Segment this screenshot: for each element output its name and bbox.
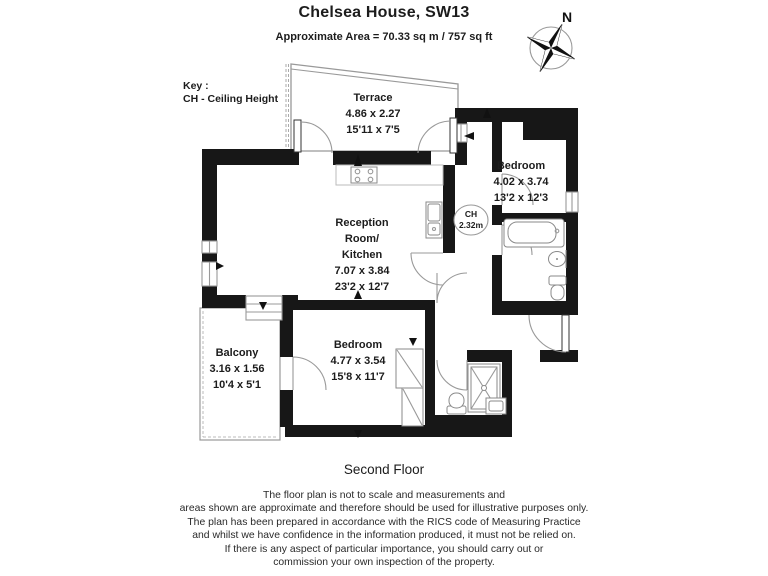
disclaimer-line: and whilst we have confidence in the information produced, it must not be relied on. <box>192 530 576 542</box>
room-label-reception <box>334 217 390 293</box>
disclaimer-line: The floor plan is not to scale and measurements and <box>262 490 505 501</box>
svg-text:4.77 x 3.54: 4.77 x 3.54 <box>330 355 386 367</box>
hob-icon <box>351 167 377 183</box>
disclaimer-line: If there is any aspect of particular importance, you should carry out or <box>224 543 544 555</box>
svg-text:Room/: Room/ <box>344 233 380 245</box>
ensuite-toilet-icon <box>447 393 466 414</box>
room-label-bedroom2 <box>330 339 386 383</box>
basin-icon <box>549 250 567 268</box>
svg-text:Reception: Reception <box>335 217 389 229</box>
door-ensuite-icon <box>437 360 467 390</box>
key-title: Key : <box>183 80 209 92</box>
door-bedroom2-icon <box>437 273 467 303</box>
svg-text:Kitchen: Kitchen <box>341 249 383 261</box>
window-icon <box>202 241 217 253</box>
window-icon <box>566 192 578 212</box>
page-title: Chelsea House, SW13 <box>298 4 470 21</box>
svg-text:15'11 x 7'5: 15'11 x 7'5 <box>346 124 400 136</box>
wardrobe-icon <box>396 349 423 426</box>
ceiling-height-badge <box>454 205 488 235</box>
svg-text:23'2 x 12'7: 23'2 x 12'7 <box>334 281 390 293</box>
disclaimer-line: areas shown are approximate and therefore should be used for illustrative purposes only. <box>179 503 589 515</box>
ensuite-sink-icon <box>486 398 506 414</box>
svg-text:7.07 x 3.84: 7.07 x 3.84 <box>334 265 390 277</box>
svg-text:15'8 x 11'7: 15'8 x 11'7 <box>331 371 385 383</box>
bathroom-fixtures <box>504 219 566 300</box>
room-label-bedroom1 <box>493 160 549 204</box>
svg-text:Balcony: Balcony <box>215 347 259 359</box>
compass-rose-icon <box>527 9 574 72</box>
bathtub-icon <box>504 219 564 247</box>
svg-text:4.02 x 3.74: 4.02 x 3.74 <box>493 176 549 188</box>
door-entrance-icon <box>529 315 569 352</box>
svg-text:13'2 x 12'3: 13'2 x 12'3 <box>493 192 549 204</box>
door-balcony-icon <box>293 357 326 390</box>
key-ceiling-height: CH - Ceiling Height <box>183 93 279 105</box>
svg-text:Terrace: Terrace <box>353 92 393 104</box>
door-reception-icon <box>411 253 443 285</box>
svg-text:Bedroom: Bedroom <box>333 339 383 351</box>
disclaimer <box>0 489 768 569</box>
room-label-terrace <box>345 92 400 136</box>
arrow-icon <box>409 338 417 346</box>
ch-value: 2.32m <box>458 220 484 230</box>
floor-label: Second Floor <box>343 462 425 477</box>
svg-text:Bedroom: Bedroom <box>496 160 546 172</box>
window-icon <box>202 262 217 286</box>
svg-text:3.16 x 1.56: 3.16 x 1.56 <box>209 363 265 375</box>
compass-north-label: N <box>561 9 573 25</box>
ensuite-fixtures <box>447 364 506 414</box>
svg-text:4.86 x 2.27: 4.86 x 2.27 <box>345 108 401 120</box>
disclaimer-line: commission your own inspection of the property. <box>273 557 495 569</box>
approximate-area: Approximate Area = 70.33 sq m / 757 sq ft <box>275 31 493 43</box>
room-label-balcony <box>209 347 264 391</box>
svg-text:10'4 x 5'1: 10'4 x 5'1 <box>212 379 262 391</box>
disclaimer-line: The plan has been prepared in accordance with the RICS code of Measuring Practice <box>187 516 581 528</box>
toilet-icon <box>549 276 566 300</box>
arrow-icon <box>216 262 224 270</box>
kitchen-sink-icon <box>426 202 442 238</box>
ch-label: CH <box>464 209 478 219</box>
